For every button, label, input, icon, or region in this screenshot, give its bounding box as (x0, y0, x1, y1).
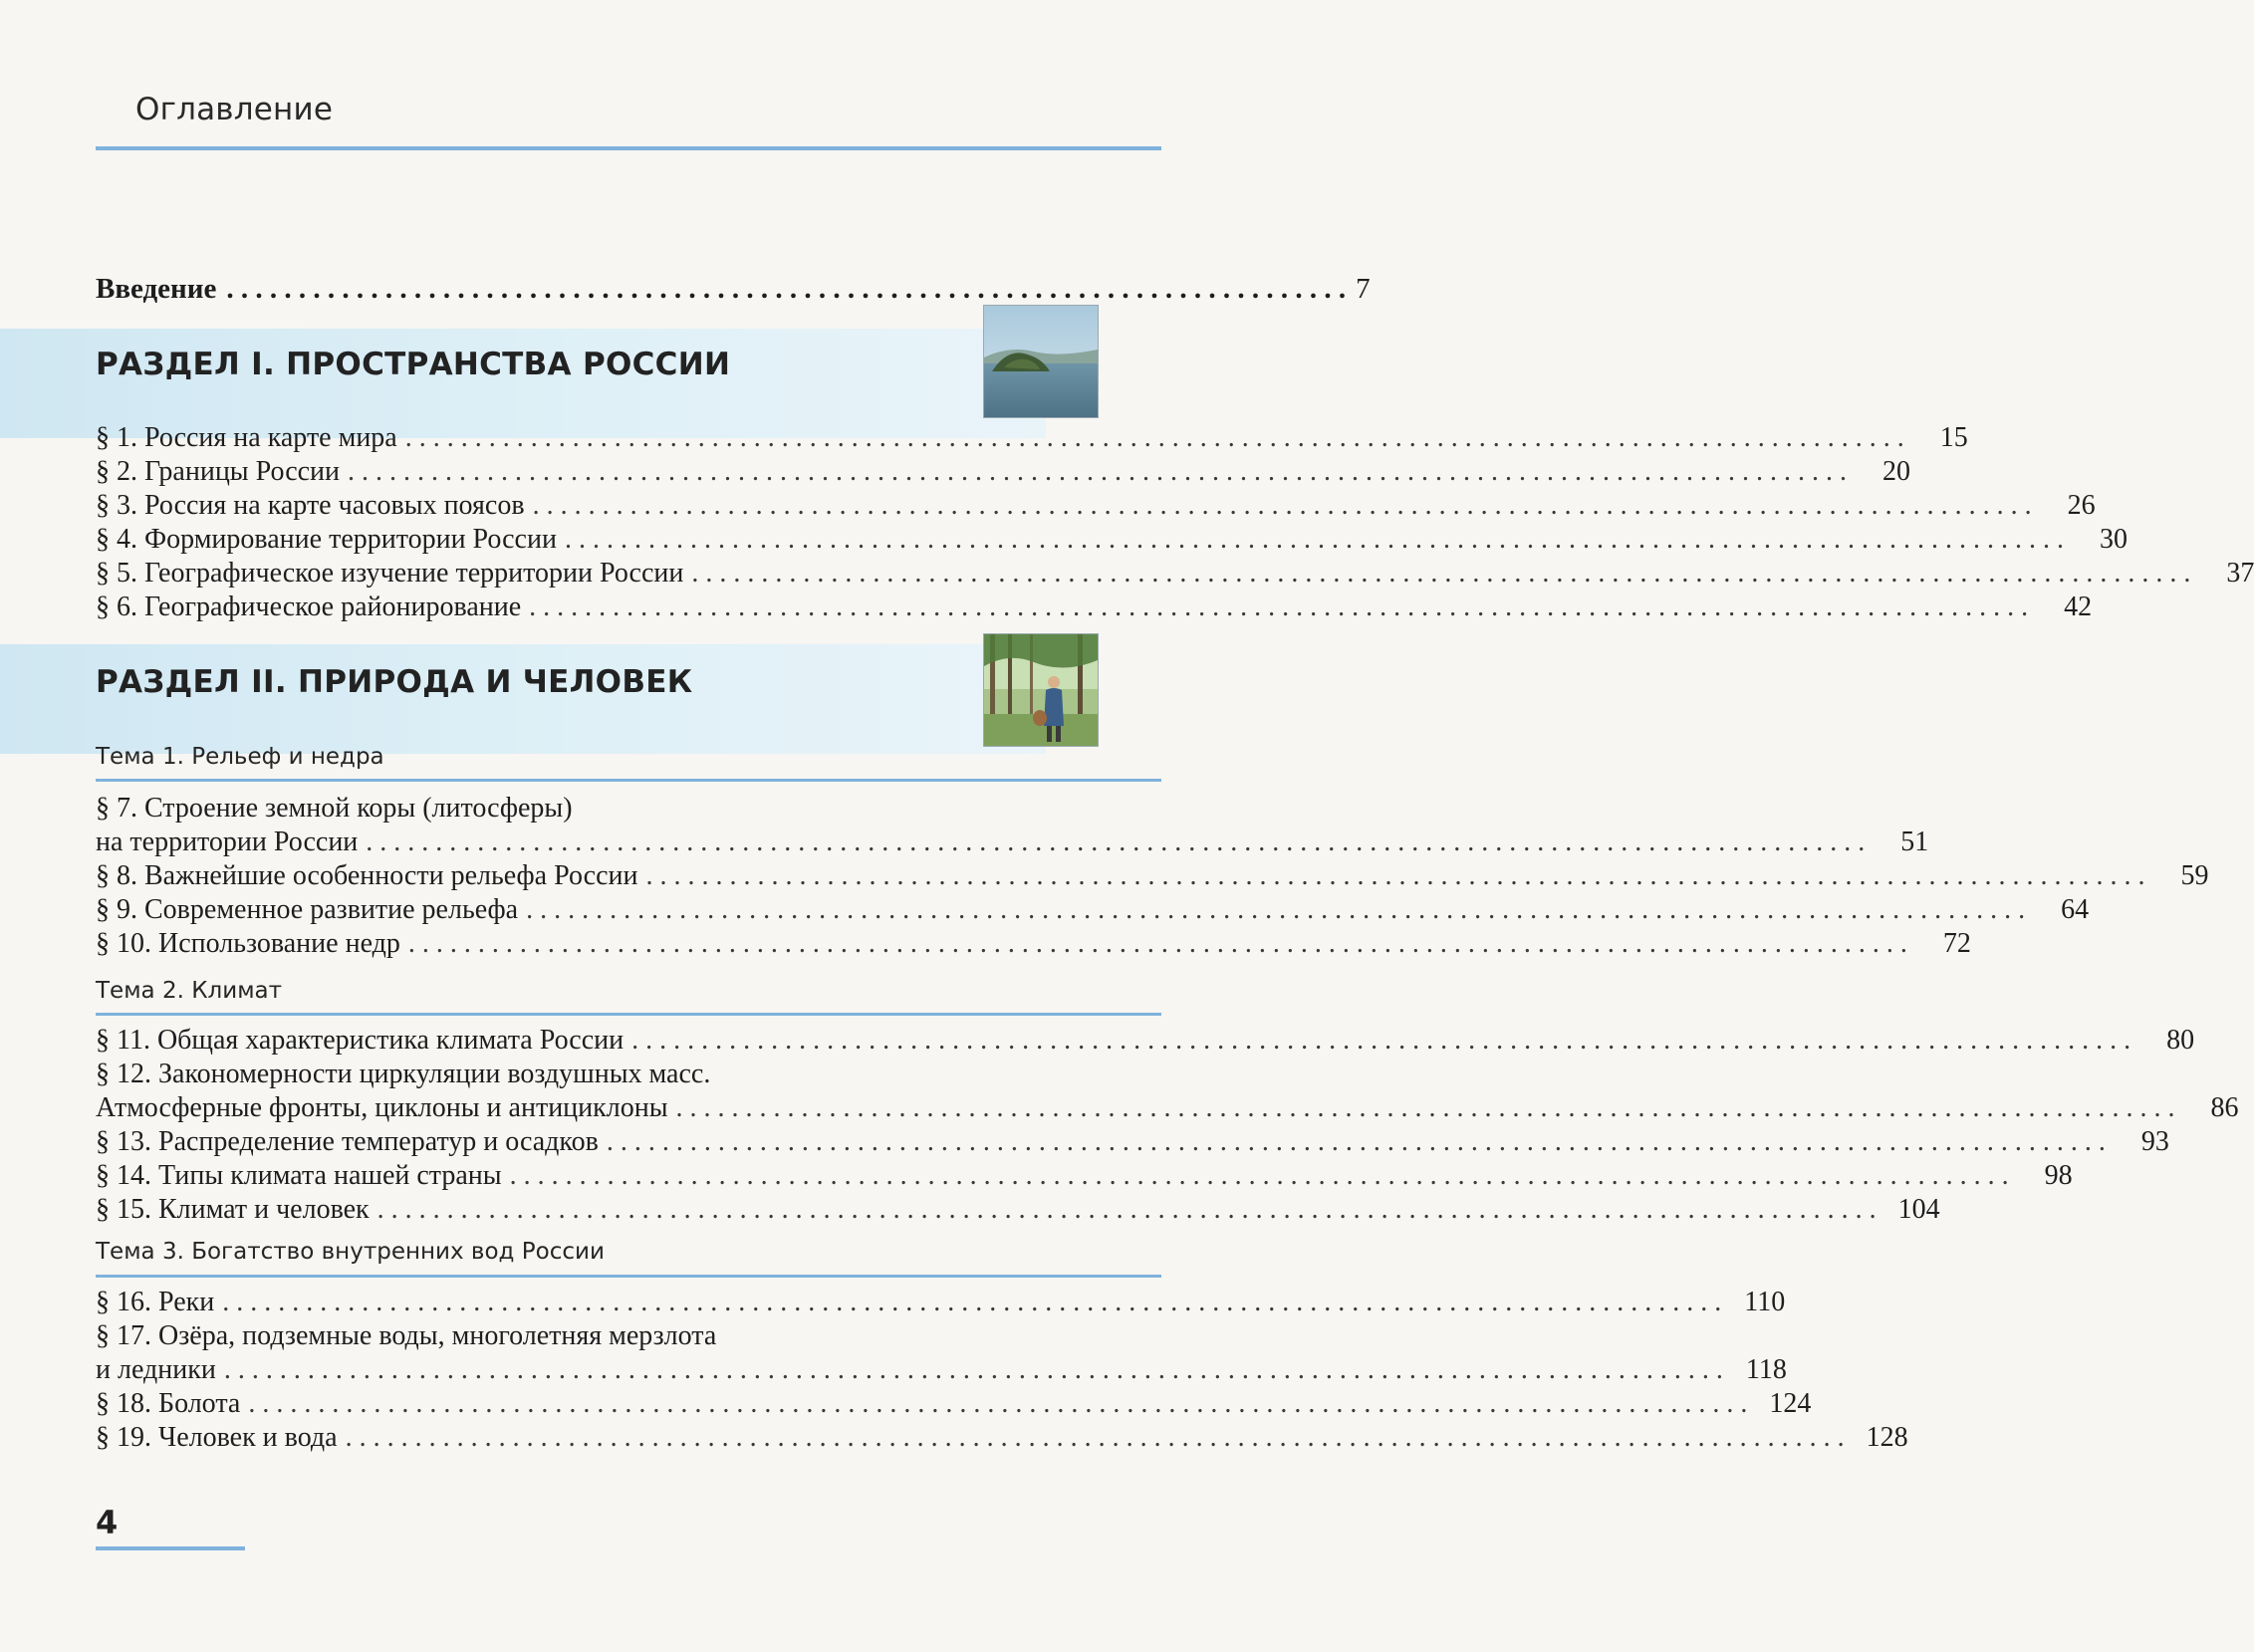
leader-dots (645, 859, 2144, 893)
toc-page-number: 80 (2166, 1025, 2195, 1056)
toc-page-number: 98 (2044, 1160, 2073, 1191)
leader-dots (348, 455, 1847, 489)
section-title: РАЗДЕЛ I. ПРОСТРАНСТВА РОССИИ (96, 347, 731, 382)
toc-entry[interactable] (96, 523, 2128, 557)
leader-dots (377, 1193, 1877, 1227)
toc-page-number: 51 (1900, 826, 1929, 857)
toc-page-number: 124 (1769, 1388, 1812, 1419)
leader-dots: . . . . . . . . . . . . . . . . . . . . . . . . . . . . . . . . . . . . . . . . . . . . . . . . . . . . . . . . . . . . . . . . . . . . . . . . . . . . . . (226, 273, 1347, 305)
leader-dots (529, 590, 2028, 624)
toc-page-number: 93 (2140, 1126, 2169, 1157)
toc-entry[interactable] (96, 893, 2090, 927)
theme2-list (96, 1024, 2239, 1227)
leader-dots (565, 523, 2064, 557)
toc-entry-text: § 18. Болота (96, 1388, 241, 1419)
leader-dots (405, 421, 1904, 455)
toc-entry[interactable] (96, 1193, 1940, 1227)
leader-dots (607, 1125, 2106, 1159)
toc-page-number: 110 (1744, 1287, 1786, 1317)
theme-rule (96, 1013, 1161, 1016)
toc-page-number: 104 (1897, 1194, 1940, 1225)
footer-rule (96, 1546, 245, 1550)
toc-entry-text: § 4. Формирование территории России (96, 524, 557, 555)
toc-entry[interactable] (96, 1125, 2169, 1159)
toc-page-number: 37 (2226, 558, 2254, 589)
theme-title: Тема 1. Рельеф и недра (96, 744, 384, 770)
toc-entry-text: § 1. Россия на карте мира (96, 422, 397, 453)
page-title: Оглавление (135, 92, 334, 127)
toc-entry[interactable] (96, 1353, 1787, 1387)
toc-entry[interactable] (96, 1091, 2239, 1125)
lake-island-photo (983, 305, 1099, 418)
toc-page-number: 128 (1866, 1422, 1908, 1453)
leader-dots (526, 893, 2025, 927)
toc-entry[interactable] (96, 1319, 1161, 1353)
leader-dots (224, 1353, 1723, 1387)
toc-entry-text: § 8. Важнейшие особенности рельефа России (96, 860, 638, 891)
toc-page-number: 26 (2067, 490, 2096, 521)
toc-entry[interactable] (96, 421, 1968, 455)
toc-entry[interactable] (96, 489, 2096, 523)
toc-entry[interactable] (96, 1286, 1786, 1319)
toc-page-number: 7 (1356, 273, 1371, 305)
toc-entry-text: § 14. Типы климата нашей страны (96, 1160, 502, 1191)
theme-rule (96, 779, 1161, 782)
title-rule (96, 146, 1161, 150)
toc-entry-text: § 12. Закономерности циркуляции воздушных масс. (96, 1059, 711, 1089)
toc-entry[interactable] (96, 1024, 2195, 1058)
toc-entry[interactable] (96, 1159, 2073, 1193)
toc-entry-text: § 7. Строение земной коры (литосферы) (96, 793, 573, 824)
toc-entry-text: и ледники (96, 1354, 216, 1385)
toc-entry-text: § 3. Россия на карте часовых поясов (96, 490, 525, 521)
leader-dots (631, 1024, 2130, 1058)
toc-entry-text: § 11. Общая характеристика климата России (96, 1025, 625, 1056)
toc-entry-text: Введение (96, 273, 217, 305)
leader-dots (366, 826, 1865, 859)
leader-dots (510, 1159, 2009, 1193)
leader-dots (222, 1286, 1721, 1319)
theme1-list (96, 792, 2209, 961)
page-number: 4 (96, 1504, 119, 1541)
toc-entry[interactable] (96, 792, 1161, 826)
toc-page-number: 86 (2210, 1092, 2239, 1123)
toc-page-number: 64 (2061, 894, 2090, 925)
toc-entry-text: на территории России (96, 826, 359, 857)
toc-page-number: 30 (2099, 524, 2128, 555)
toc-entry-text: § 17. Озёра, подземные воды, многолетняя мерзлота (96, 1320, 717, 1351)
toc-entry[interactable] (96, 1421, 1908, 1455)
toc-entry-text: § 13. Распределение температур и осадков (96, 1126, 599, 1157)
theme-title: Тема 2. Климат (96, 978, 283, 1004)
toc-page-number: 118 (1745, 1354, 1787, 1385)
leader-dots (408, 927, 1907, 961)
theme3-list (96, 1286, 1908, 1455)
toc-entry-text: § 15. Климат и человек (96, 1194, 370, 1225)
toc-page-number: 42 (2064, 591, 2093, 622)
toc-entry-text: § 9. Современное развитие рельефа (96, 894, 519, 925)
theme-rule (96, 1275, 1161, 1278)
toc-entry-text: § 16. Реки (96, 1287, 215, 1317)
toc-entry-text: § 5. Географическое изучение территории России (96, 558, 684, 589)
leader-dots (533, 489, 2032, 523)
toc-page-number: 20 (1882, 456, 1911, 487)
leader-dots (248, 1387, 1747, 1421)
leader-dots (691, 557, 2190, 590)
toc-entry-text: § 6. Географическое районирование (96, 591, 522, 622)
toc-entry[interactable] (96, 826, 1929, 859)
toc-entry[interactable] (96, 1387, 1812, 1421)
toc-entry[interactable] (96, 557, 2254, 590)
toc-entry-text: § 10. Использование недр (96, 928, 400, 959)
leader-dots (676, 1091, 2175, 1125)
toc-entry-text: § 2. Границы России (96, 456, 341, 487)
toc-entry-text: § 19. Человек и вода (96, 1422, 338, 1453)
toc-page-number: 15 (1939, 422, 1968, 453)
section1-list (96, 421, 2254, 624)
toc-entry-text: Атмосферные фронты, циклоны и антициклоны (96, 1092, 668, 1123)
section-title: РАЗДЕЛ II. ПРИРОДА И ЧЕЛОВЕК (96, 664, 693, 700)
forest-person-photo (983, 633, 1099, 747)
toc-page-number: 72 (1942, 928, 1971, 959)
toc-entry[interactable] (96, 859, 2209, 893)
theme-title: Тема 3. Богатство внутренних вод России (96, 1239, 605, 1265)
toc-entry[interactable] (96, 1058, 1161, 1091)
toc-page-number: 59 (2180, 860, 2209, 891)
toc-entry[interactable] (96, 455, 1911, 489)
toc-entry[interactable] (96, 590, 2093, 624)
toc-entry[interactable] (96, 927, 1971, 961)
leader-dots (346, 1421, 1845, 1455)
